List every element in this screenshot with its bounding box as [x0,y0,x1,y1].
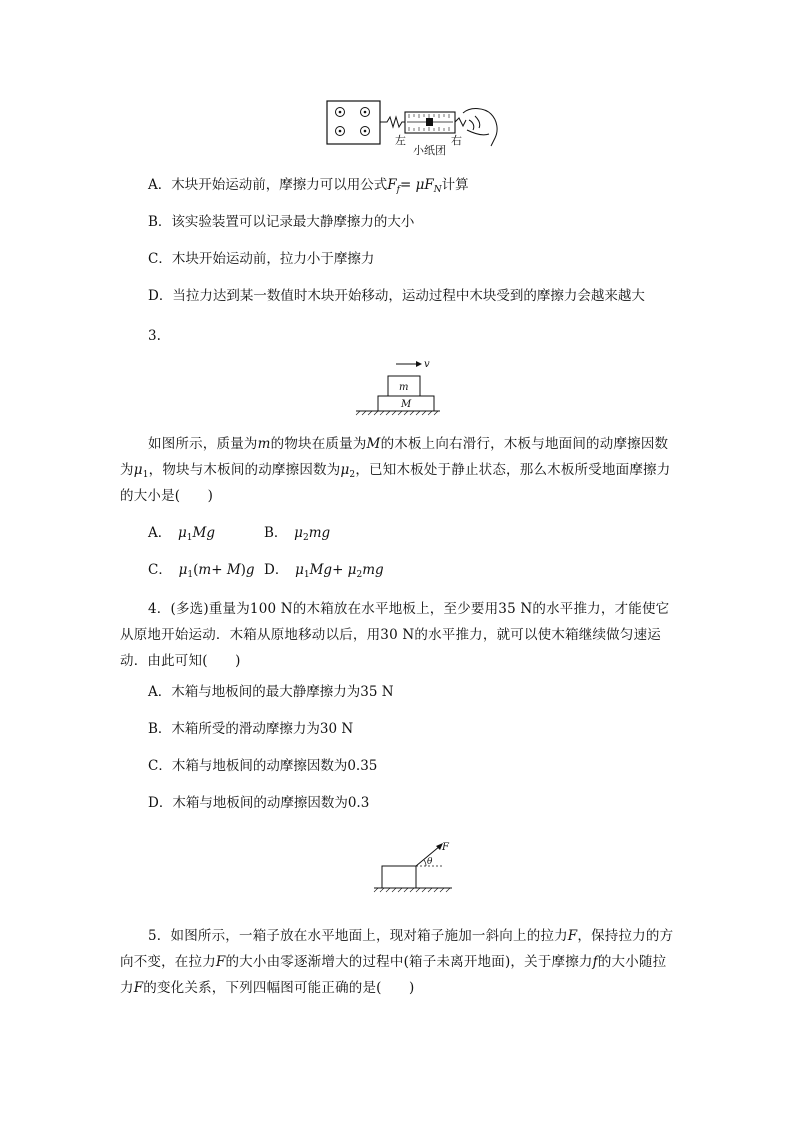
q4-option-d: D．木箱与地板间的动摩擦因数为0.3 [148,795,370,811]
q3-number: 3. [148,328,161,344]
angle-theta-label: θ [427,857,433,867]
q4-option-c: C．木箱与地板间的动摩擦因数为0.35 [148,758,378,774]
q4-option-b: B．木箱所受的滑动摩擦力为30 N [148,721,354,737]
velocity-label: v [424,359,430,370]
q2-option-a: A．木块开始运动前，摩擦力可以用公式$F_f= \mu F_N$计算 [148,177,469,195]
block-m-label: m [399,382,409,393]
label-left: 左 [395,134,406,147]
q3-option-a: A． $\mu_1Mg$ [148,525,215,543]
q4-option-a: A．木箱与地板间的最大静摩擦力为35 N [148,684,394,700]
q2-option-d: D．当拉力达到某一数值时木块开始移动，运动过程中木块受到的摩擦力会越来越大 [148,288,645,304]
q3-option-c: C． $\mu_1(m+ M)g$ [148,562,255,580]
box-force-figure [370,836,460,896]
q3-option-b: B． $\mu_2mg$ [264,525,331,543]
q3-stem: 如图所示，质量为m的物块在质量为M的木板上向右滑行，木板与地面间的动摩擦因数为$\mu_1$，物块与木板间的动摩擦因数为$\mu_2$，已知木板处于静止状态，那么木板所受地面摩擦力的大小是( ) [120,436,671,504]
q5-stem: 5．如图所示，一箱子放在水平地面上，现对箱子施加一斜向上的拉力F，保持拉力的方向不变，在拉力F的大小由零逐渐增大的过程中(箱子未离开地面)，关于摩擦力f的大小随拉力F的变化关系，下列四幅图可能正确的是( ) [120,928,674,996]
block-board-figure [350,356,440,416]
q2-option-c: C．木块开始运动前，拉力小于摩擦力 [148,251,375,267]
formula-friction: $F_f= \mu F_N$ [387,177,442,195]
board-M-label: M [401,399,412,410]
q4-stem: 4．(多选)重量为100 N的木箱放在水平地板上，至少要用35 N的水平推力，才能使它从原地开始运动．木箱从原地移动以后，用30 N的水平推力，就可以使木箱继续做匀速运动．由此可知( ) [120,601,670,669]
spring-scale-figure [325,100,505,158]
label-paper-ball: 小纸团 [413,144,446,157]
q3-option-d: D． $\mu_1Mg+ \mu_2mg$ [264,562,384,580]
force-F-label: F [442,842,449,853]
label-right: 右 [451,134,462,147]
q2-option-b: B．该实验装置可以记录最大静摩擦力的大小 [148,214,415,230]
